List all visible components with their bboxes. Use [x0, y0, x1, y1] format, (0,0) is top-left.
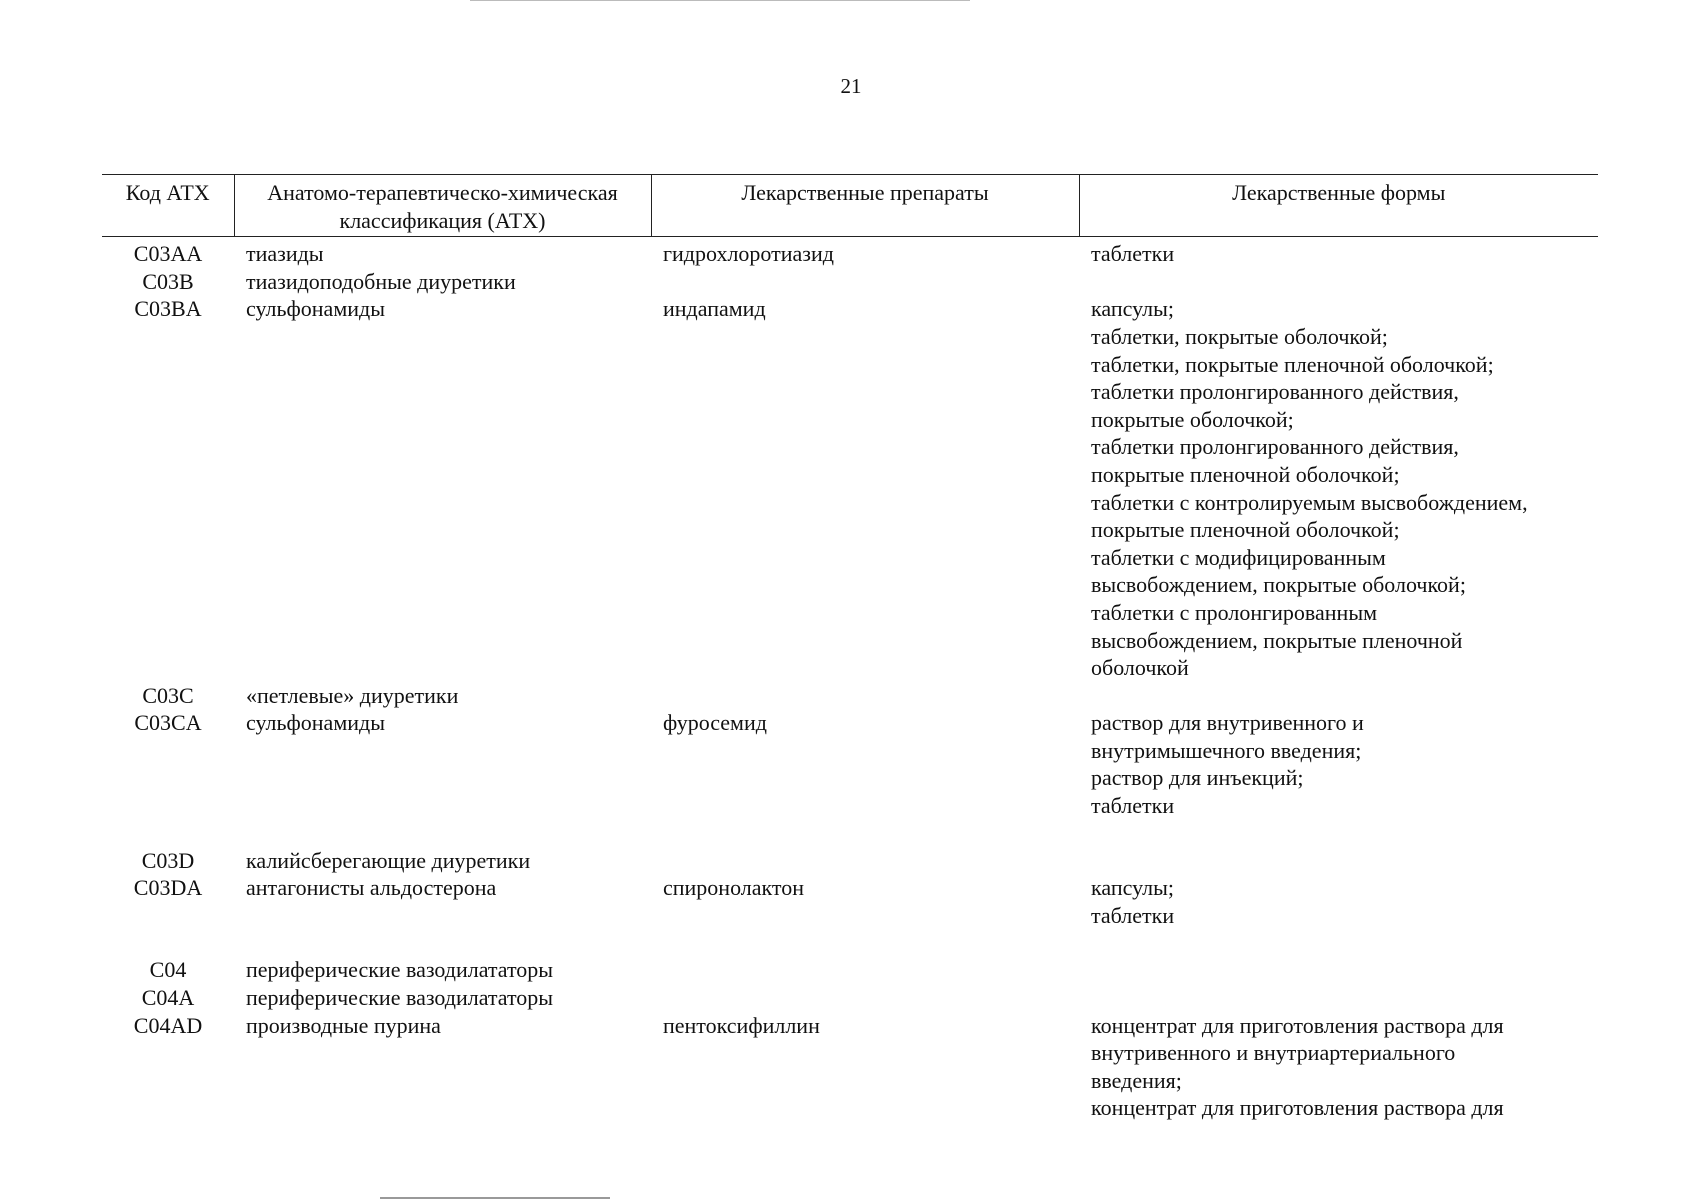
dosage-forms: [1079, 268, 1598, 296]
atc-code: C03CA: [134, 710, 202, 736]
dosage-form-line: таблетки: [1091, 902, 1175, 928]
table-row: [102, 295, 1598, 681]
dosage-form-line: высвобождением, покрытые пленочной: [1091, 627, 1463, 653]
dosage-form-line: таблетки: [1091, 793, 1175, 819]
dosage-form-line: раствор для инъекций;: [1091, 765, 1304, 791]
atc-code: C03BA: [134, 296, 202, 322]
dosage-form-line: покрытые оболочкой;: [1091, 406, 1294, 432]
drug-name: [651, 820, 1079, 875]
drug-name: [651, 268, 1079, 296]
table-row: [102, 268, 1598, 296]
table-row: [102, 237, 1598, 268]
atc-code: C03AA: [133, 241, 203, 267]
atc-classification: тиазидоподобные диуретики: [246, 268, 516, 294]
table-row: [102, 874, 1598, 929]
dosage-form-line: таблетки, покрытые оболочкой;: [1091, 323, 1388, 349]
dosage-form-line: покрытые пленочной оболочкой;: [1091, 517, 1400, 543]
dosage-form-line: капсулы;: [1091, 296, 1174, 322]
drug-name: [651, 984, 1079, 1012]
dosage-forms: [1079, 237, 1598, 268]
atc-classification: периферические вазодилататоры: [246, 985, 554, 1011]
dosage-form-line: таблетки пролонгированного действия,: [1091, 434, 1459, 460]
table-row: [102, 984, 1598, 1012]
dosage-form-line: концентрат для приготовления раствора для: [1091, 1095, 1504, 1121]
dosage-form-line: раствор для внутривенного и: [1091, 710, 1364, 736]
atc-classification: антагонисты альдостерона: [246, 875, 497, 901]
atc-code: C03DA: [133, 875, 203, 901]
dosage-form-line: оболочкой: [1091, 655, 1189, 681]
atc-classification: «петлевые» диуретики: [246, 682, 459, 708]
table-header-row: [102, 175, 1598, 237]
dosage-forms: [1079, 1012, 1598, 1122]
table-row: [102, 820, 1598, 875]
drug-name: [651, 929, 1079, 984]
drug-name: гидрохлоротиазид: [663, 241, 834, 267]
dosage-form-line: концентрат для приготовления раствора для: [1091, 1012, 1504, 1038]
dosage-form-line: капсулы;: [1091, 875, 1174, 901]
atc-code: C04AD: [133, 1012, 203, 1038]
dosage-form-line: таблетки, покрытые пленочной оболочкой;: [1091, 351, 1494, 377]
table-body: [102, 237, 1598, 1122]
header-drugs: Лекарственные препараты: [651, 175, 1079, 237]
dosage-form-line: таблетки с пролонгированным: [1091, 599, 1378, 625]
drug-name: фуросемид: [663, 710, 767, 736]
drug-name: [651, 682, 1079, 710]
atc-drug-table: [102, 174, 1598, 1122]
dosage-form-line: высвобождением, покрытые оболочкой;: [1091, 572, 1466, 598]
drug-name: пентоксифиллин: [663, 1012, 820, 1038]
header-forms: Лекарственные формы: [1079, 175, 1598, 237]
atc-classification: калийсберегающие диуретики: [246, 847, 531, 873]
header-classification: Анатомо-терапевтическо-химическая классификация (АТХ): [234, 175, 651, 237]
table-row: [102, 1012, 1598, 1122]
drug-name: спиронолактон: [663, 875, 805, 901]
dosage-form-line: внутривенного и внутриартериального: [1091, 1040, 1456, 1066]
atc-code: C04A: [141, 985, 195, 1011]
dosage-forms: [1079, 709, 1598, 819]
dosage-forms: [1079, 820, 1598, 875]
atc-code: C03D: [141, 847, 195, 873]
scan-edge-mark: [380, 1197, 610, 1199]
dosage-form-line: введения;: [1091, 1067, 1182, 1093]
atc-classification: сульфонамиды: [246, 296, 385, 322]
table-row: [102, 709, 1598, 819]
dosage-forms: [1079, 929, 1598, 984]
dosage-forms: [1079, 984, 1598, 1012]
dosage-form-line: таблетки: [1091, 241, 1175, 267]
dosage-form-line: внутримышечного введения;: [1091, 737, 1362, 763]
atc-code: C03C: [142, 682, 194, 708]
table-row: [102, 929, 1598, 984]
scan-edge-mark: [470, 0, 970, 1]
dosage-form-line: таблетки пролонгированного действия,: [1091, 379, 1459, 405]
drug-name: индапамид: [663, 296, 766, 322]
atc-classification: сульфонамиды: [246, 710, 385, 736]
dosage-form-line: таблетки с модифицированным: [1091, 544, 1386, 570]
page-number: 21: [840, 74, 862, 98]
atc-classification: производные пурина: [246, 1012, 441, 1038]
dosage-forms: [1079, 874, 1598, 929]
dosage-form-line: таблетки с контролируемым высвобождением,: [1091, 489, 1528, 515]
table-row: [102, 682, 1598, 710]
atc-classification: периферические вазодилататоры: [246, 957, 554, 983]
atc-code: C04: [149, 957, 187, 983]
dosage-forms: [1079, 295, 1598, 681]
dosage-forms: [1079, 682, 1598, 710]
header-code: Код АТХ: [102, 175, 234, 237]
dosage-form-line: покрытые пленочной оболочкой;: [1091, 461, 1400, 487]
atc-code: C03B: [142, 268, 194, 294]
atc-classification: тиазиды: [246, 241, 324, 267]
